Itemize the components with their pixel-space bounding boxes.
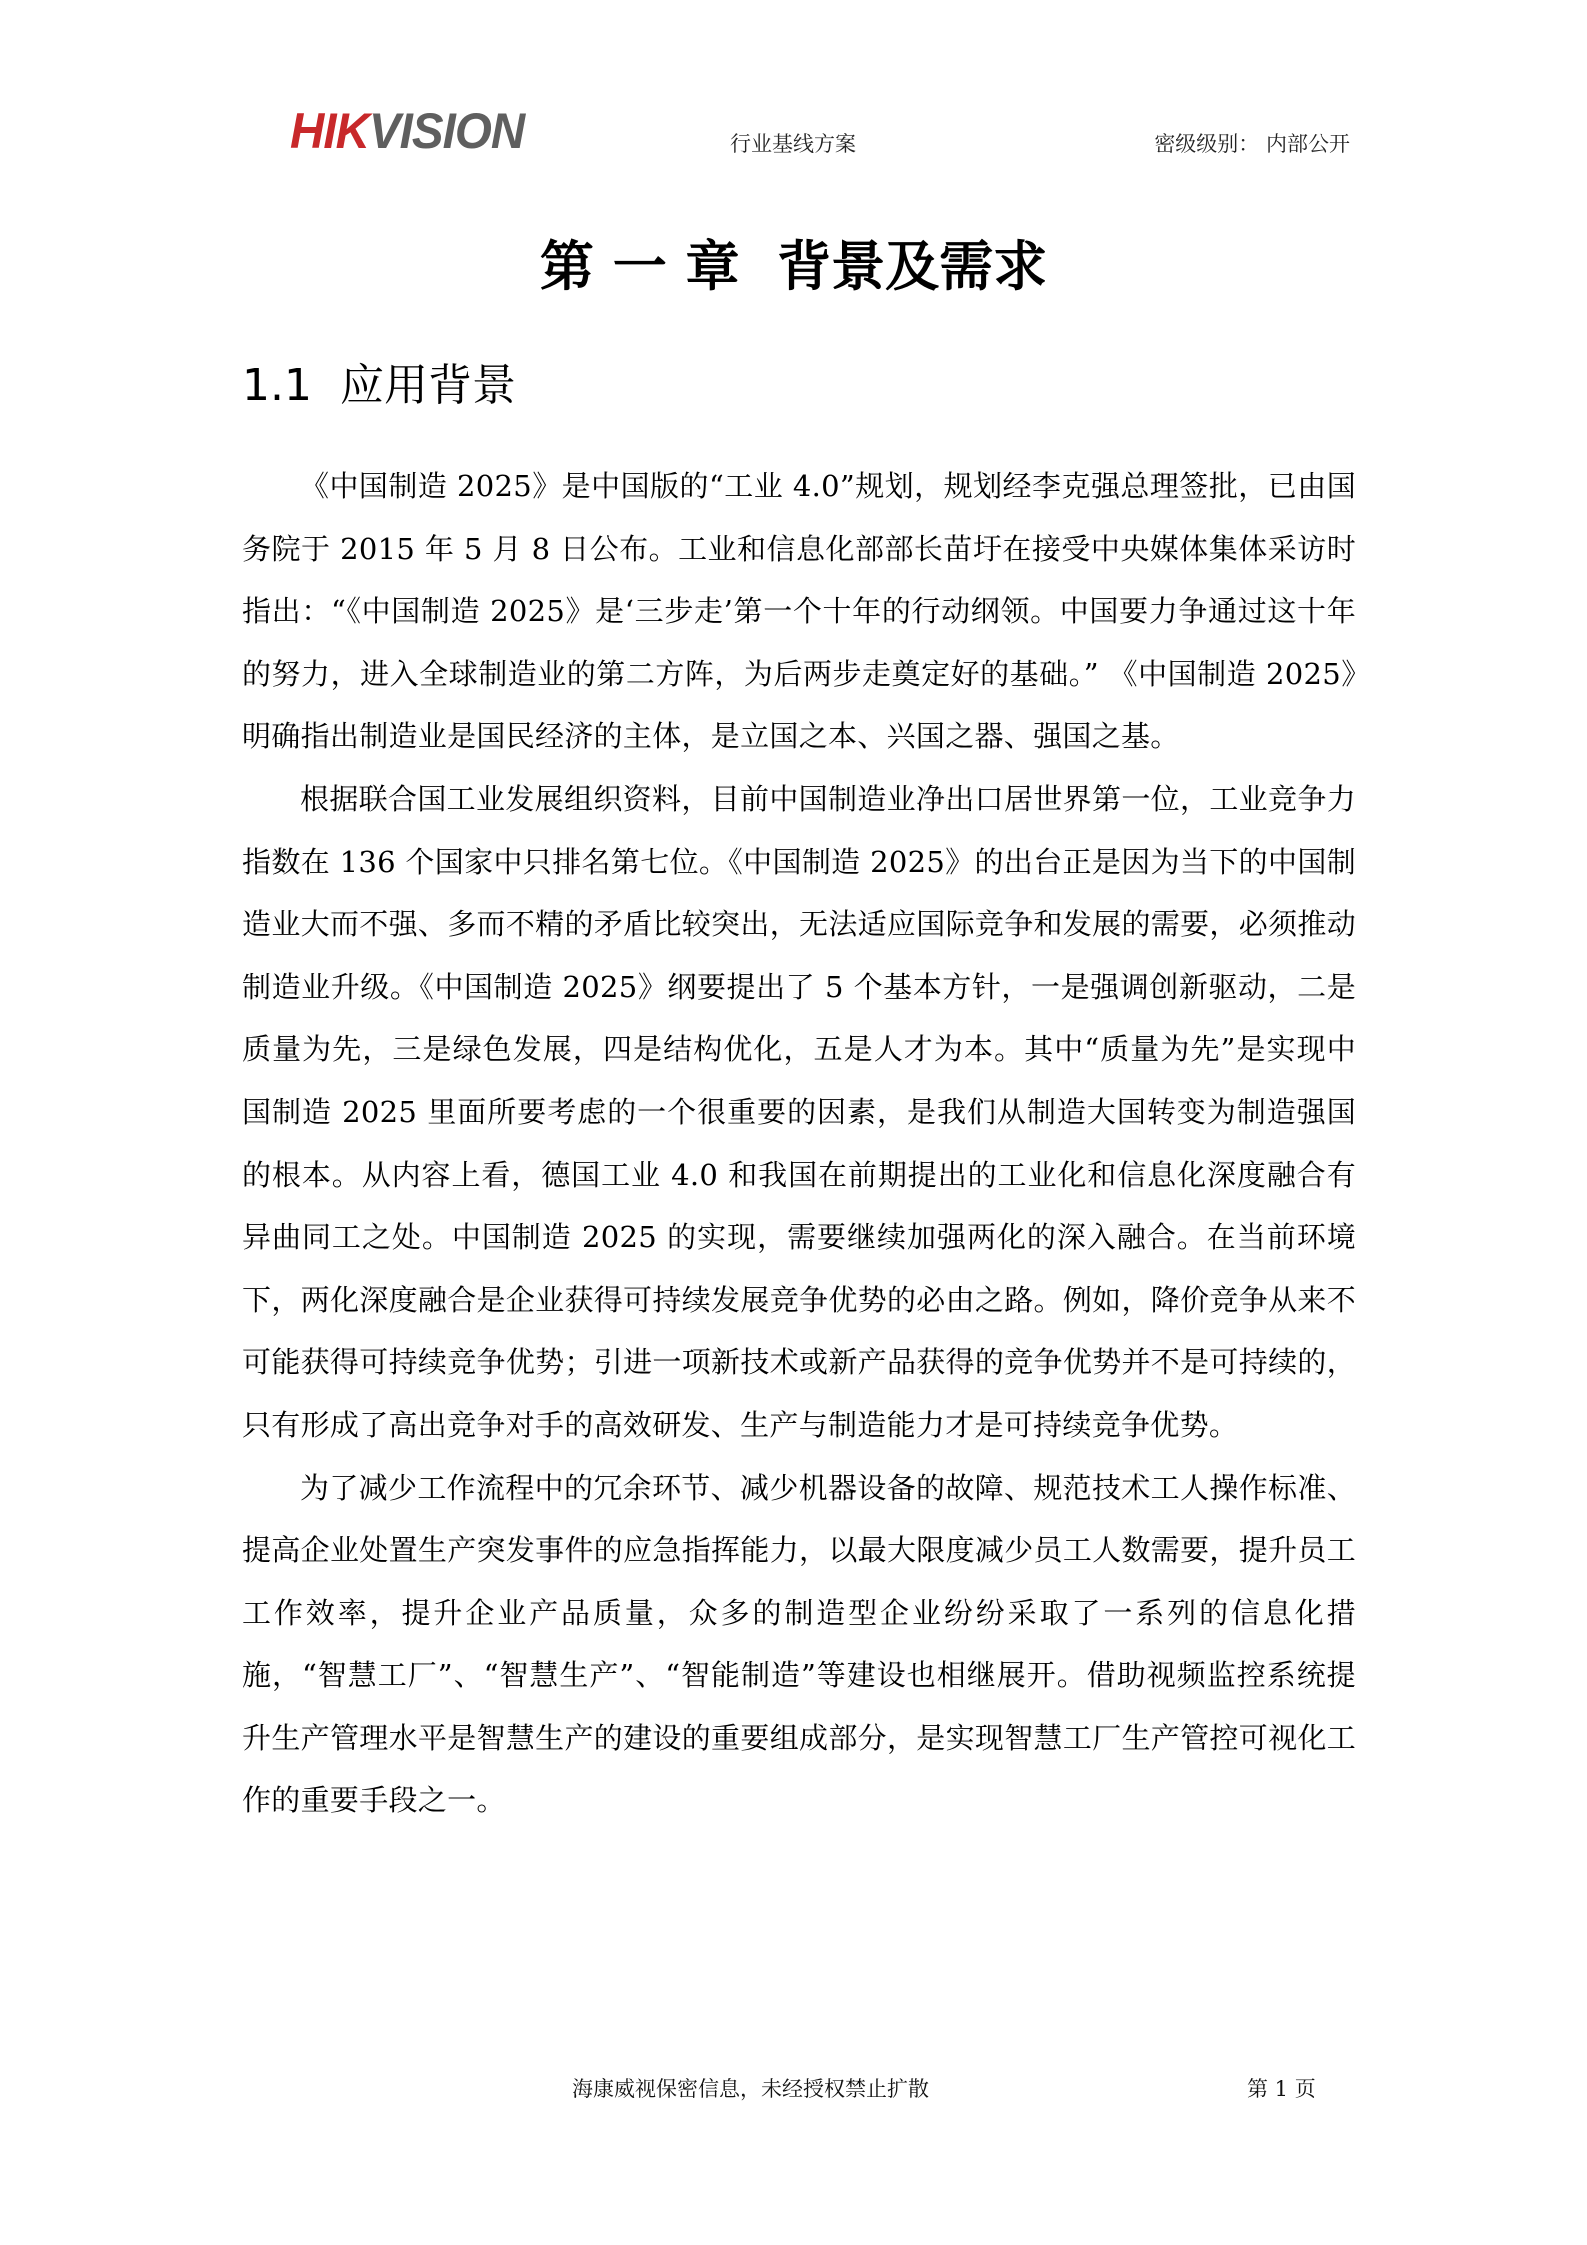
footer-confidentiality-notice: 海康威视保密信息，未经授权禁止扩散: [572, 2077, 929, 2101]
page-header: [290, 100, 1360, 160]
header-classification: [1154, 128, 1350, 158]
logo-hik-text: HIK: [290, 103, 369, 159]
hikvision-logo: [290, 103, 525, 159]
classification-value: 内部公开: [1266, 132, 1350, 156]
logo-vision-text: VISION: [368, 103, 525, 159]
paragraph-1: 《中国制造 2025》是中国版的“工业 4.0”规划，规划经李克强总理签批，已由国务院于 2015 年 5 月 8 日公布。工业和信息化部部长苗圩在接受中央媒体集体采访时指出：“《中国制造 2025》是‘三步走’第一个十年的行动纲领。中国要力争通过这十年的努力，进入全球制造业的第二方阵，为后两步走奠定好的基础。” 《中国制造 2025》明确指出制造业是国民经济的主体，是立国之本、兴国之器、强国之基。: [242, 469, 1356, 754]
section-title: 1.1 应用背景: [242, 360, 516, 411]
header-document-type: 行业基线方案: [730, 132, 856, 156]
chapter-title: 第 一 章 背景及需求: [539, 235, 1048, 298]
paragraph-3: 为了减少工作流程中的冗余环节、减少机器设备的故障、规范技术工人操作标准、提高企业处置生产突发事件的应急指挥能力，以最大限度减少员工人数需要，提升员工工作效率，提升企业产品质量，众多的制造型企业纷纷采取了一系列的信息化措施，“智慧工厂”、“智慧生产”、“智能制造”等建设也相继展开。借助视频监控系统提升生产管理水平是智慧生产的建设的重要组成部分，是实现智慧工厂生产管控可视化工作的重要手段之一。: [242, 1470, 1356, 1818]
footer-page-number: 第 1 页: [1247, 2077, 1316, 2101]
body-content: [242, 455, 1356, 1832]
paragraph-2: 根据联合国工业发展组织资料，目前中国制造业净出口居世界第一位，工业竞争力指数在 136 个国家中只排名第七位。《中国制造 2025》的出台正是因为当下的中国制造业大而不强、多而不精的矛盾比较突出，无法适应国际竞争和发展的需要，必须推动制造业升级。《中国制造 2025》纲要提出了 5 个基本方针，一是强调创新驱动，二是质量为先，三是绿色发展，四是结构优化，五是人才为本。其中“质量为先”是实现中国制造 2025 里面所要考虑的一个很重要的因素，是我们从制造大国转变为制造强国的根本。从内容上看，德国工业 4.0 和我国在前期提出的工业化和信息化深度融合有异曲同工之处。中国制造 2025 的实现，需要继续加强两化的深入融合。在当前环境下，两化深度融合是企业获得可持续发展竞争优势的必由之路。例如，降价竞争从来不可能获得可持续竞争优势；引进一项新技术或新产品获得的竞争优势并不是可持续的，只有形成了高出竞争对手的高效研发、生产与制造能力才是可持续竞争优势。: [242, 781, 1356, 1442]
classification-label: 密级级别：: [1154, 132, 1260, 156]
